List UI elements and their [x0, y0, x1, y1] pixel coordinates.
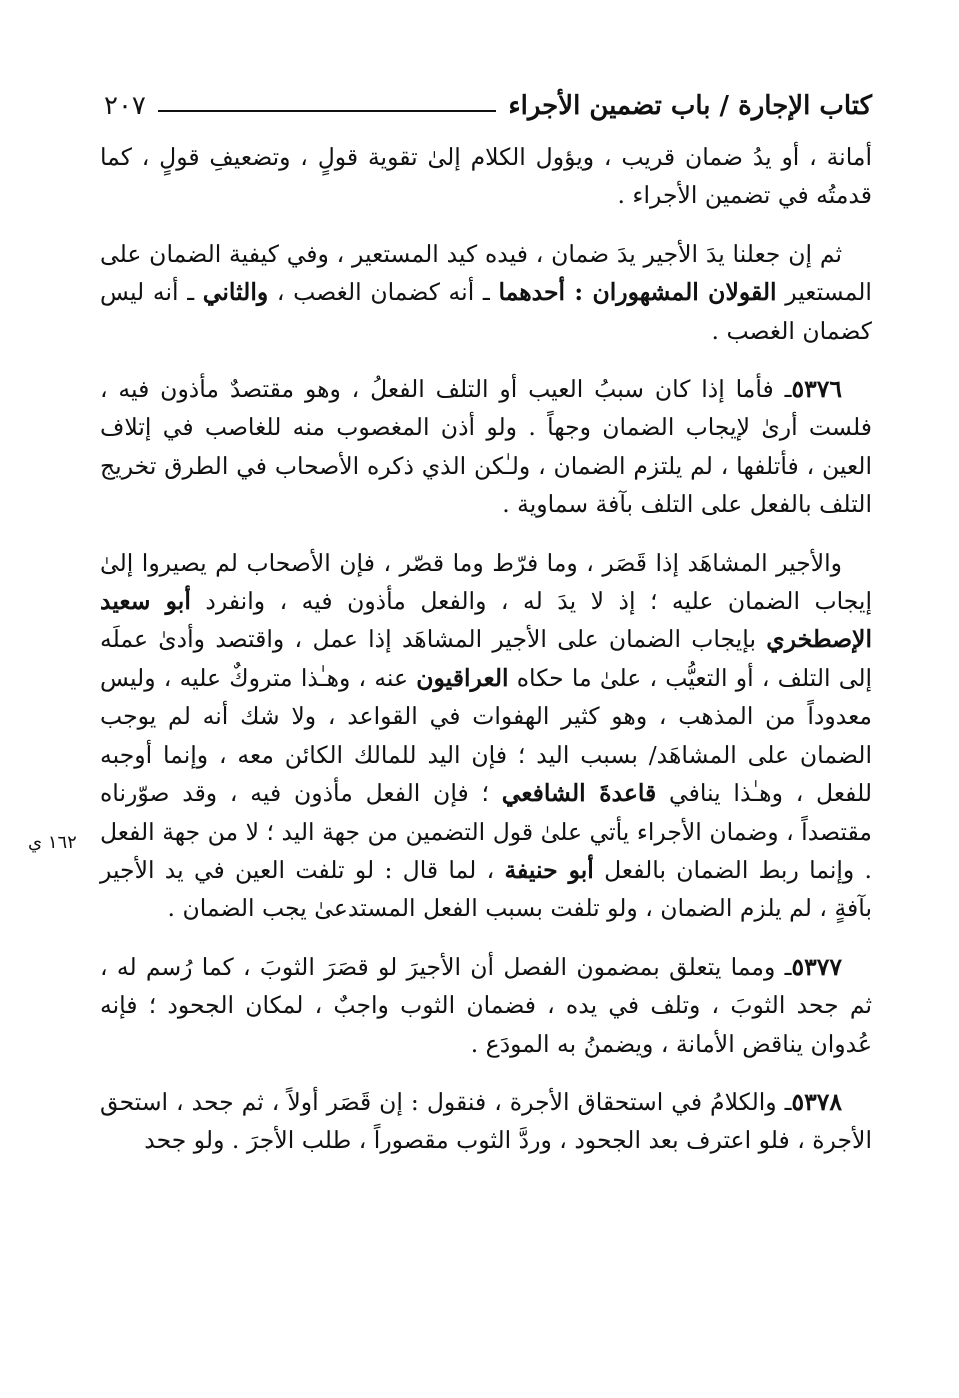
- margin-note: ١٦٢ ي: [28, 832, 77, 853]
- paragraph-2-bold-term: القولان المشهوران : أحدهما: [498, 278, 777, 307]
- paragraph-5-text: ـ ومما يتعلق بمضمون الفصل أن الأجيرَ لو قصَرَ الثوبَ ، كما رُسم له ، ثم جحد الثوبَ ، وتلف في يده ، فضمان الثوب واجبٌ ، لمكان الجحود ؛ فإنه عُدوان يناقض الأمانة ، ويضمنُ به المودَع .: [100, 952, 872, 1058]
- paragraph-1: [100, 138, 872, 215]
- paragraph-4-bold-name: العراقيون: [416, 663, 509, 692]
- paragraph-4-bold-name: أبو سعيد الإصطخري: [100, 587, 872, 654]
- paragraph-4-text: ، لما قال : لو تلفت العين في يد الأجير بآفةٍ ، لم يلزم الضمان ، ولو تلفت بسبب الفعل المستدعىٰ يجب الضمان .: [100, 855, 872, 923]
- text-body: [100, 138, 872, 1180]
- header-title: كتاب الإجارة / باب تضمين الأجراء: [508, 91, 872, 121]
- paragraph-2: [100, 235, 872, 350]
- section-number: ٥٣٧٧: [791, 952, 842, 981]
- page-number: ٢٠٧: [104, 91, 146, 121]
- running-header: [100, 86, 872, 126]
- paragraph-3: [100, 370, 872, 524]
- paragraph-6: [100, 1083, 872, 1160]
- paragraph-2-text: ثم إن جعلنا يدَ الأجير يدَ ضمان ، فيده كيد المستعير ، وفي كيفية الضمان على المستعير: [100, 239, 872, 307]
- paragraph-6-text: ـ والكلامُ في استحقاق الأجرة ، فنقول : إن قَصَر أولاً ، ثم جحد ، استحق الأجرة ، فلو اعترف بعد الجحود ، وردَّ الثوب مقصوراً ، طلب الأجرَ . ولو جحد: [100, 1087, 872, 1155]
- section-number: ٥٣٧٨: [791, 1087, 842, 1116]
- paragraph-5: [100, 948, 872, 1063]
- paragraph-4-text: ؛ فإن الفعل مأذون فيه ، وقد صوّرناه مقتصداً ، وضمان الأجراء يأتي علىٰ قول التضمين من جهة اليد ؛ لا من جهة الفعل . وإنما ربط الضمان بالفعل: [100, 779, 873, 884]
- paragraph-4-text: عنه ، وهـٰذا متروكٌ عليه ، وليس معدوداً من المذهب ، وهو كثير الهفوات في القواعد ، ولا شك أنه لم يوجب الضمان على المشاهَد/ بسبب اليد ؛ فإن اليد للمالك الكائن معه ، وإنما أوجبه للفعل ، وهـٰذا ينافي: [100, 663, 873, 808]
- paragraph-1-text: أمانة ، أو يدُ ضمان قريب ، ويؤول الكلام إلىٰ تقوية قولٍ ، وتضعيفِ قولٍ ، كما قدمتُه في تضمين الأجراء .: [100, 143, 872, 210]
- header-rule: [158, 110, 496, 112]
- paragraph-3-text: ـ فأما إذا كان سببُ العيب أو التلف الفعلُ ، وهو مقتصدٌ مأذون فيه ، فلست أرىٰ لإيجاب الضمان وجهاً . ولو أذن المغصوب منه للغاصب في إتلاف العين ، فأتلفها ، لم يلتزم الضمان ، ولـٰكن الذي ذكره الأصحاب في الطرق تخريج التلف بالفعل على التلف بآفة سماوية .: [100, 375, 872, 519]
- paragraph-4-text: بإيجاب الضمان على الأجير المشاهَد إذا عمل ، واقتصد وأدىٰ عملَه إلى التلف ، أو التعيُّب ، علىٰ ما حكاه: [100, 625, 873, 692]
- paragraph-4: [100, 544, 872, 928]
- paragraph-2-text: ـ أنه كضمان الغصب ،: [268, 278, 499, 307]
- paragraph-4-text: والأجير المشاهَد إذا قَصَر ، وما فرّط وما قصّر ، فإن الأصحاب لم يصيروا إلىٰ إيجاب الضمان عليه ؛ إذ لا يدَ له ، والفعل مأذون فيه ، وانفرد: [100, 548, 872, 616]
- paragraph-2-text: ـ أنه ليس كضمان الغصب .: [100, 278, 872, 345]
- paragraph-4-bold-name: قاعدةَ الشافعي: [501, 779, 657, 808]
- paragraph-2-bold-term: والثاني: [202, 278, 269, 307]
- paragraph-4-bold-name: أبو حنيفة: [504, 855, 594, 884]
- section-number: ٥٣٧٦: [791, 375, 842, 404]
